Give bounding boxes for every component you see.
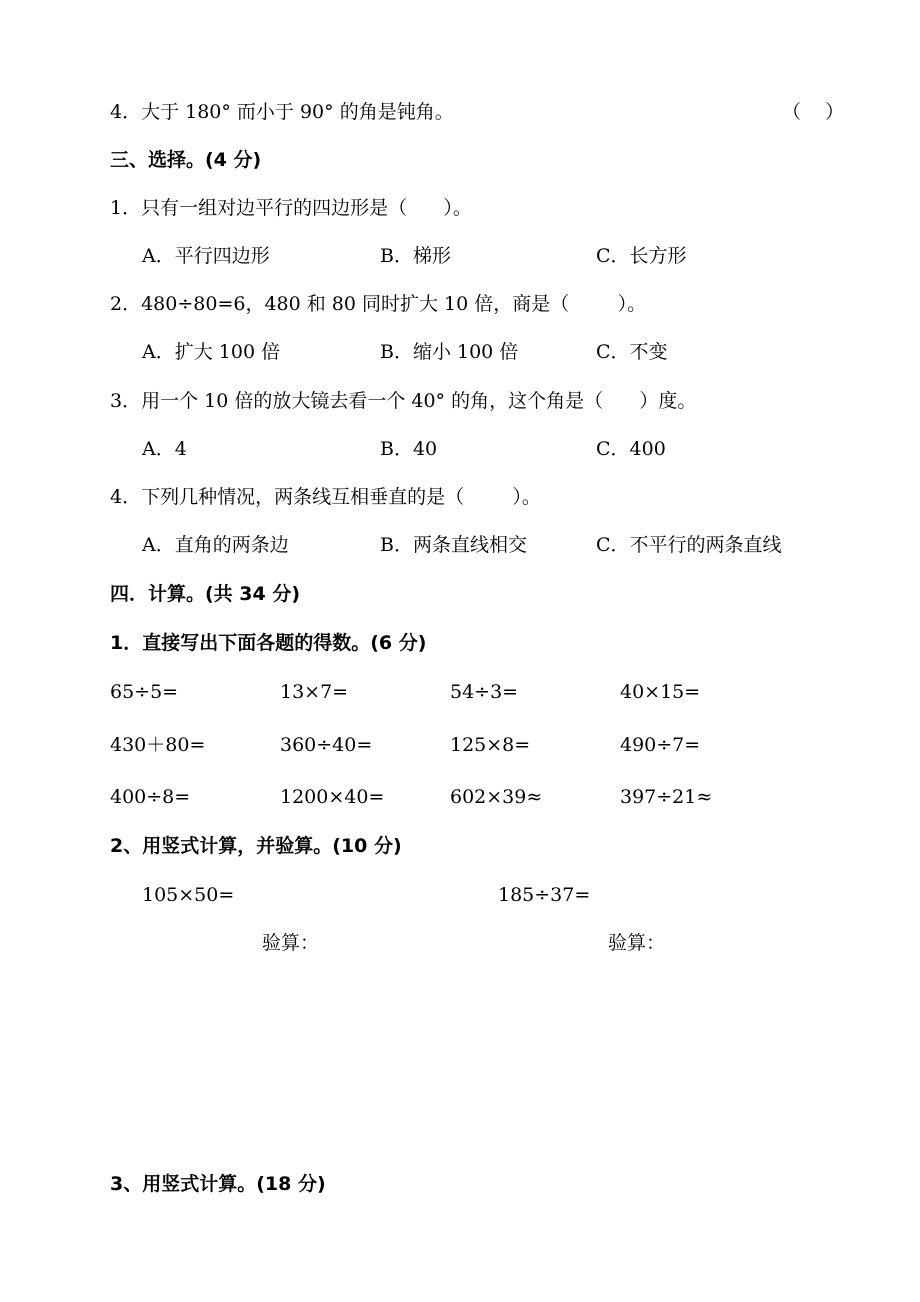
part-2-heading: 2、用竖式计算，并验算。(10 分) — [110, 835, 402, 857]
option-b[interactable]: B．两条直线相交 — [380, 534, 527, 556]
answer-blank[interactable]: （ ） — [782, 101, 845, 123]
choice-question-4: 4．下列几种情况，两条线互相垂直的是（ ）。 — [110, 486, 541, 508]
vertical-problem: 185÷37= — [498, 884, 591, 906]
choice-question-1: 1．只有一组对边平行的四边形是（ ）。 — [110, 197, 472, 219]
option-c[interactable]: C．不变 — [596, 341, 668, 363]
arith-item: 13×7= — [280, 681, 349, 703]
option-c[interactable]: C．长方形 — [596, 245, 687, 267]
judge-item-4: 4．大于 180° 而小于 90° 的角是钝角。 — [110, 101, 454, 123]
vertical-problem: 105×50= — [142, 884, 235, 906]
option-b[interactable]: B．40 — [380, 438, 438, 460]
arith-item: 397÷21≈ — [620, 786, 713, 808]
arith-item: 54÷3= — [450, 681, 519, 703]
section-3-heading: 三、选择。(4 分) — [110, 149, 262, 171]
part-3-heading: 3、用竖式计算。(18 分) — [110, 1173, 326, 1195]
arith-item: 400÷8= — [110, 786, 191, 808]
option-b[interactable]: B．梯形 — [380, 245, 451, 267]
option-c[interactable]: C．400 — [596, 438, 666, 460]
option-a[interactable]: A．4 — [142, 438, 187, 460]
option-a[interactable]: A．扩大 100 倍 — [142, 341, 281, 363]
option-a[interactable]: A．平行四边形 — [142, 245, 270, 267]
choice-question-2: 2．480÷80=6，480 和 80 同时扩大 10 倍，商是（ ）。 — [110, 293, 647, 315]
option-c[interactable]: C．不平行的两条直线 — [596, 534, 782, 556]
arith-item: 360÷40= — [280, 734, 373, 756]
arith-item: 40×15= — [620, 681, 701, 703]
part-1-heading: 1．直接写出下面各题的得数。(6 分) — [110, 632, 427, 654]
arith-item: 125×8= — [450, 734, 531, 756]
arith-item: 65÷5= — [110, 681, 179, 703]
section-4-heading: 四．计算。(共 34 分) — [110, 583, 301, 605]
arith-item: 430＋80= — [110, 734, 206, 756]
choice-question-3: 3．用一个 10 倍的放大镜去看一个 40° 的角，这个角是（ ）度。 — [110, 390, 697, 412]
arith-item: 602×39≈ — [450, 786, 543, 808]
check-label: 验算： — [262, 932, 320, 954]
arith-item: 490÷7= — [620, 734, 701, 756]
option-b[interactable]: B．缩小 100 倍 — [380, 341, 519, 363]
check-label: 验算： — [608, 932, 666, 954]
option-a[interactable]: A．直角的两条边 — [142, 534, 289, 556]
arith-item: 1200×40= — [280, 786, 385, 808]
